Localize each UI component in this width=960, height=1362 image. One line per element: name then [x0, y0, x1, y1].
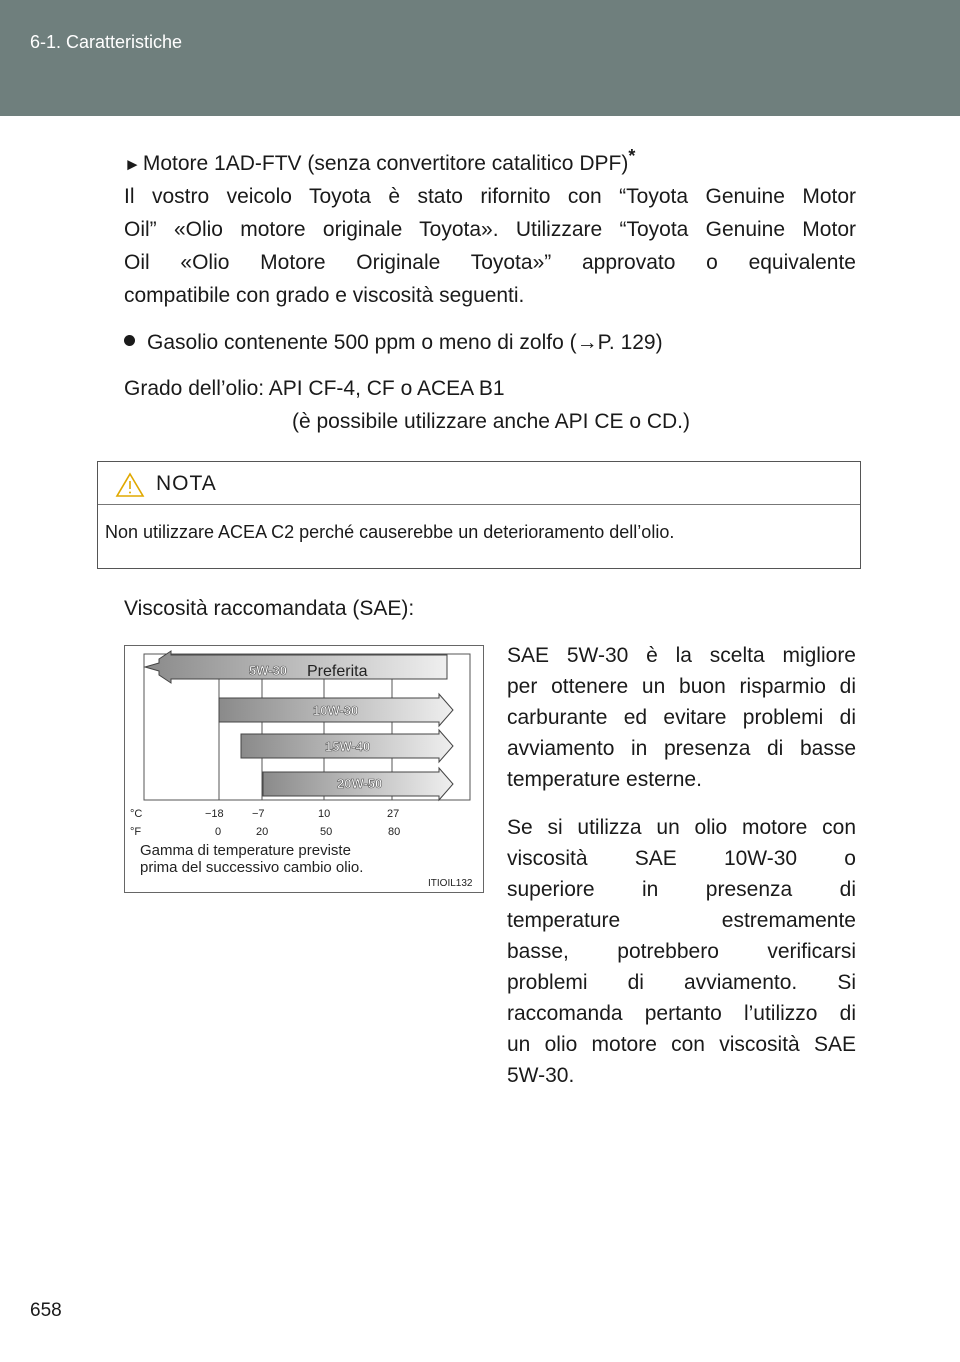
note-box [97, 461, 861, 569]
footnote-mark: * [628, 146, 636, 166]
celsius-tick: 27 [387, 808, 400, 820]
right-paragraph-1 [507, 640, 856, 795]
celsius-unit: °C [130, 808, 143, 820]
right-p1-line: carburante ed evitare problemi di [507, 706, 856, 729]
fahrenheit-unit: °F [130, 826, 142, 838]
right-p2-line: un olio motore con viscosità SAE [507, 1033, 856, 1056]
bar-10w30-label: 10W-30 [313, 703, 359, 718]
intro-line: Oil” «Olio motore originale Toyota». Utilizzare “Toyota Genuine Motor [124, 218, 856, 241]
right-p2-line: raccomanda pertanto l’utilizzo di [507, 1002, 856, 1025]
bar-5w30 [145, 651, 447, 683]
section-title: 6-1. Caratteristiche [30, 32, 183, 52]
bullet-reference: P. 129) [597, 331, 663, 354]
note-title: NOTA [156, 472, 217, 495]
right-p2-line: temperature estremamente [507, 909, 856, 932]
figure-caption-line1: Gamma di temperature previste [140, 842, 351, 859]
right-p2-line: viscosità SAE 10W-30 o [507, 847, 856, 870]
bullet-text: Gasolio contenente 500 ppm o meno di zolfo ( [147, 331, 577, 354]
viscosity-label: Viscosità raccomandata (SAE): [124, 597, 415, 620]
arrow-right-icon: → [576, 331, 598, 354]
right-p2-line: basse, potrebbero verificarsi [507, 940, 856, 963]
fahrenheit-tick: 20 [256, 826, 269, 838]
triangle-marker-icon: ► [124, 155, 141, 174]
note-header [98, 462, 860, 505]
bar-5w30-extra: Preferita [307, 663, 368, 680]
fuel-bullet [124, 326, 864, 359]
viscosity-chart [124, 645, 484, 893]
right-p2-line: problemi di avviamento. Si [507, 971, 856, 994]
right-p2-line: Se si utilizza un olio motore con [507, 816, 856, 839]
celsius-tick: 10 [318, 808, 331, 820]
celsius-tick: −18 [205, 808, 224, 820]
figure-code: ITIOIL132 [428, 878, 473, 889]
intro-line: Oil «Olio Motore Originale Toyota»” approvato o equivalente [124, 251, 856, 274]
bar-15w40-label: 15W-40 [325, 739, 371, 754]
intro-paragraph [124, 180, 856, 312]
note-body: Non utilizzare ACEA C2 perché causerebbe un deterioramento dell’olio. [105, 522, 675, 542]
bar-20w50-label: 20W-50 [337, 776, 383, 791]
right-p2-line: 5W-30. [507, 1064, 575, 1087]
figure-caption-line2: prima del successivo cambio olio. [140, 859, 364, 876]
right-p1-line: per ottenere un buon risparmio di [507, 675, 856, 698]
right-p1-line: SAE 5W-30 è la scelta migliore [507, 644, 856, 667]
fahrenheit-tick: 50 [320, 826, 333, 838]
page-header [0, 0, 960, 116]
warning-triangle-icon [115, 472, 145, 498]
fahrenheit-tick: 0 [215, 826, 222, 838]
bar-5w30-label: 5W-30 [249, 663, 288, 678]
engine-subheading [124, 146, 864, 176]
celsius-tick: −7 [252, 808, 265, 820]
right-p1-line: temperature esterne. [507, 768, 702, 791]
intro-line: Il vostro veicolo Toyota è stato rifornito con “Toyota Genuine Motor [124, 185, 856, 208]
right-p1-line: avviamento in presenza di basse [507, 737, 856, 760]
viscosity-chart-svg [125, 646, 483, 892]
page-number: 658 [30, 1300, 62, 1321]
intro-line: compatibile con grado e viscosità seguenti. [124, 284, 525, 307]
right-p2-line: superiore in presenza di [507, 878, 856, 901]
bullet-dot-icon [124, 335, 135, 346]
fahrenheit-tick: 80 [388, 826, 401, 838]
oil-grade-line1: Grado dell’olio: API CF-4, CF o ACEA B1 [124, 377, 505, 400]
oil-grade-line2: (è possibile utilizzare anche API CE o CD.) [292, 410, 691, 433]
subheading-text: Motore 1AD-FTV (senza convertitore catalitico DPF) [142, 152, 629, 175]
right-paragraph-2 [507, 812, 856, 1091]
